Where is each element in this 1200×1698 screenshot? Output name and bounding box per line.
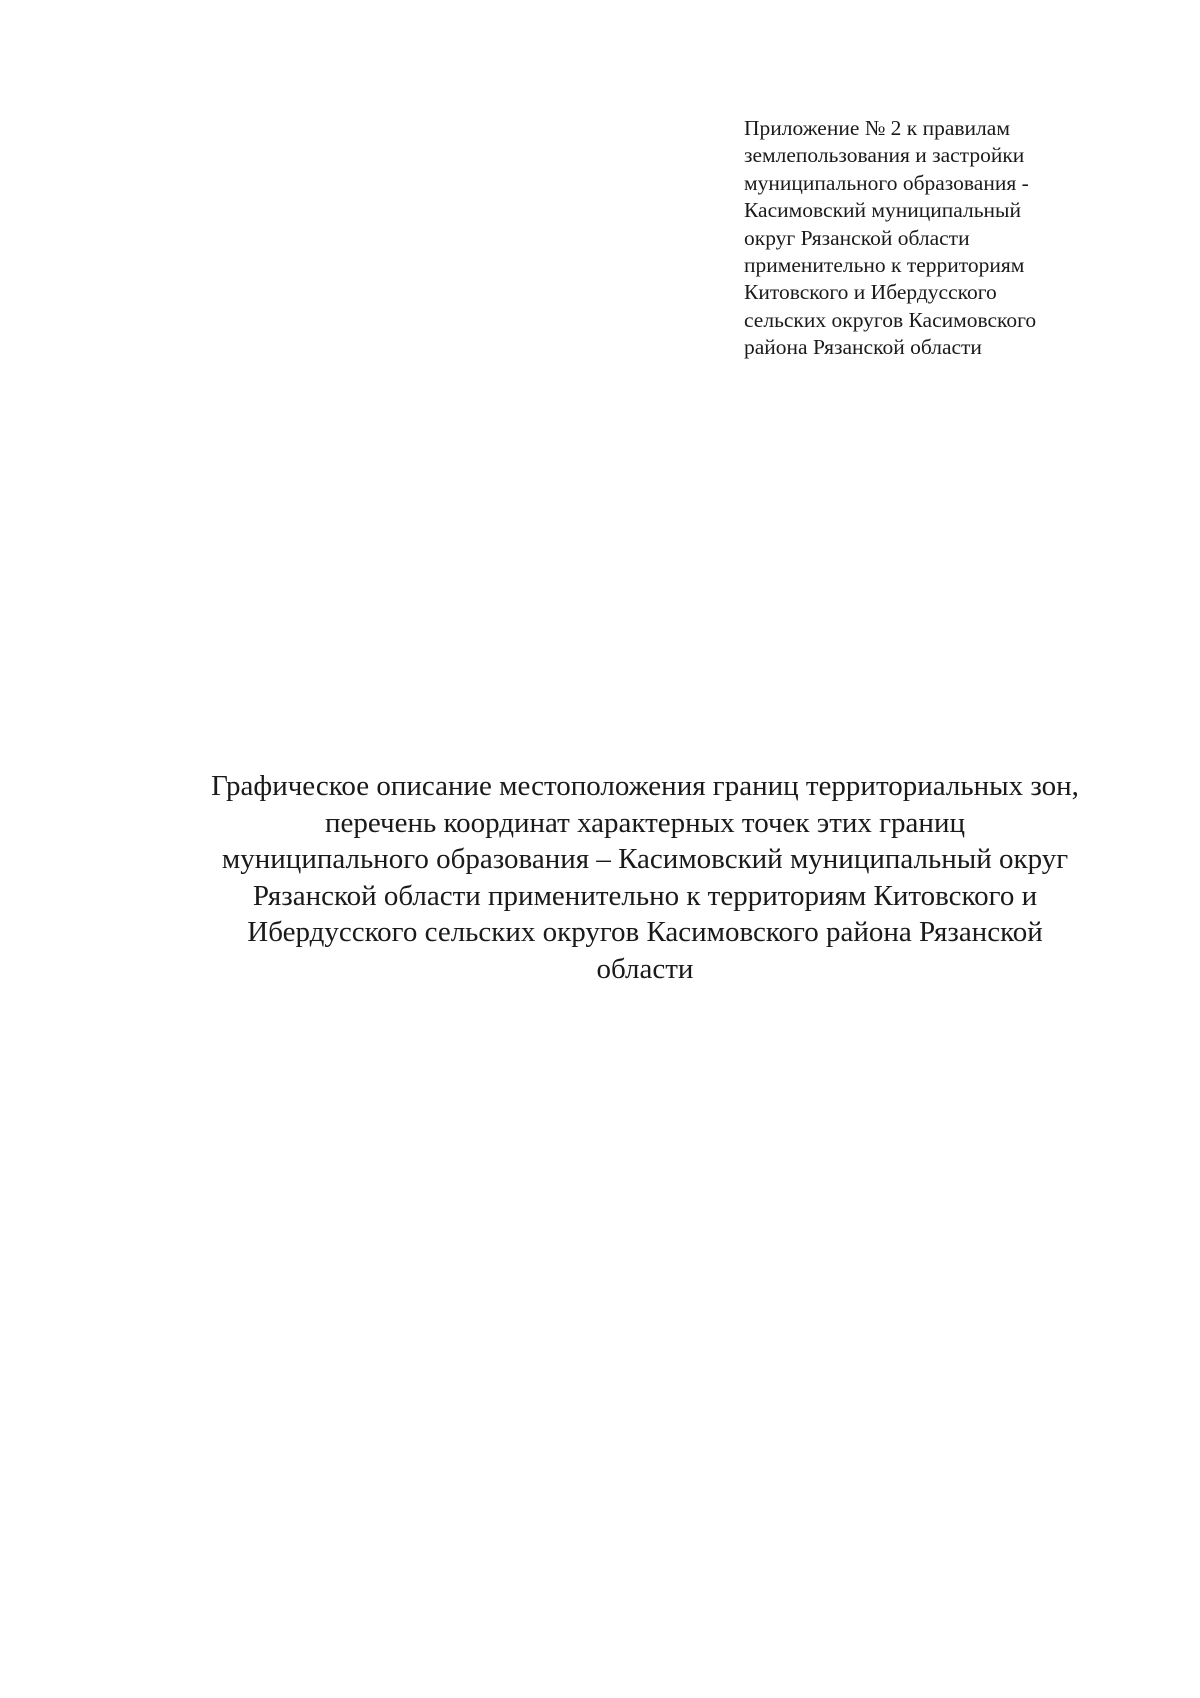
document-title-line: Ибердусского сельских округов Касимовского района Рязанской xyxy=(247,916,1043,948)
appendix-note-line: Касимовский муниципальный xyxy=(744,198,1022,223)
appendix-note-line: применительно к территориям xyxy=(744,253,1025,278)
document-title-line: Графическое описание местоположения границ территориальных зон, xyxy=(211,770,1079,802)
appendix-note-line: округ Рязанской области xyxy=(744,225,970,250)
document-title-line: муниципального образования – Касимовский муниципальный округ xyxy=(221,843,1069,875)
document-title xyxy=(100,768,1190,987)
appendix-note-line: землепользования и застройки xyxy=(744,143,1025,168)
document-title-line: Рязанской области применительно к территориям Китовского и xyxy=(252,879,1038,912)
appendix-note-line: муниципального образования - xyxy=(744,170,1029,195)
appendix-note-line: Приложение № 2 к правилам xyxy=(744,116,1010,140)
appendix-note xyxy=(744,115,1104,362)
document-title-line: области xyxy=(596,952,694,985)
appendix-note-line: района Рязанской области xyxy=(744,335,982,360)
appendix-note-line: Китовского и Ибердусского xyxy=(744,280,997,305)
document-title-line: перечень координат характерных точек этих границ xyxy=(325,806,965,839)
appendix-note-line: сельских округов Касимовского xyxy=(744,307,1037,332)
